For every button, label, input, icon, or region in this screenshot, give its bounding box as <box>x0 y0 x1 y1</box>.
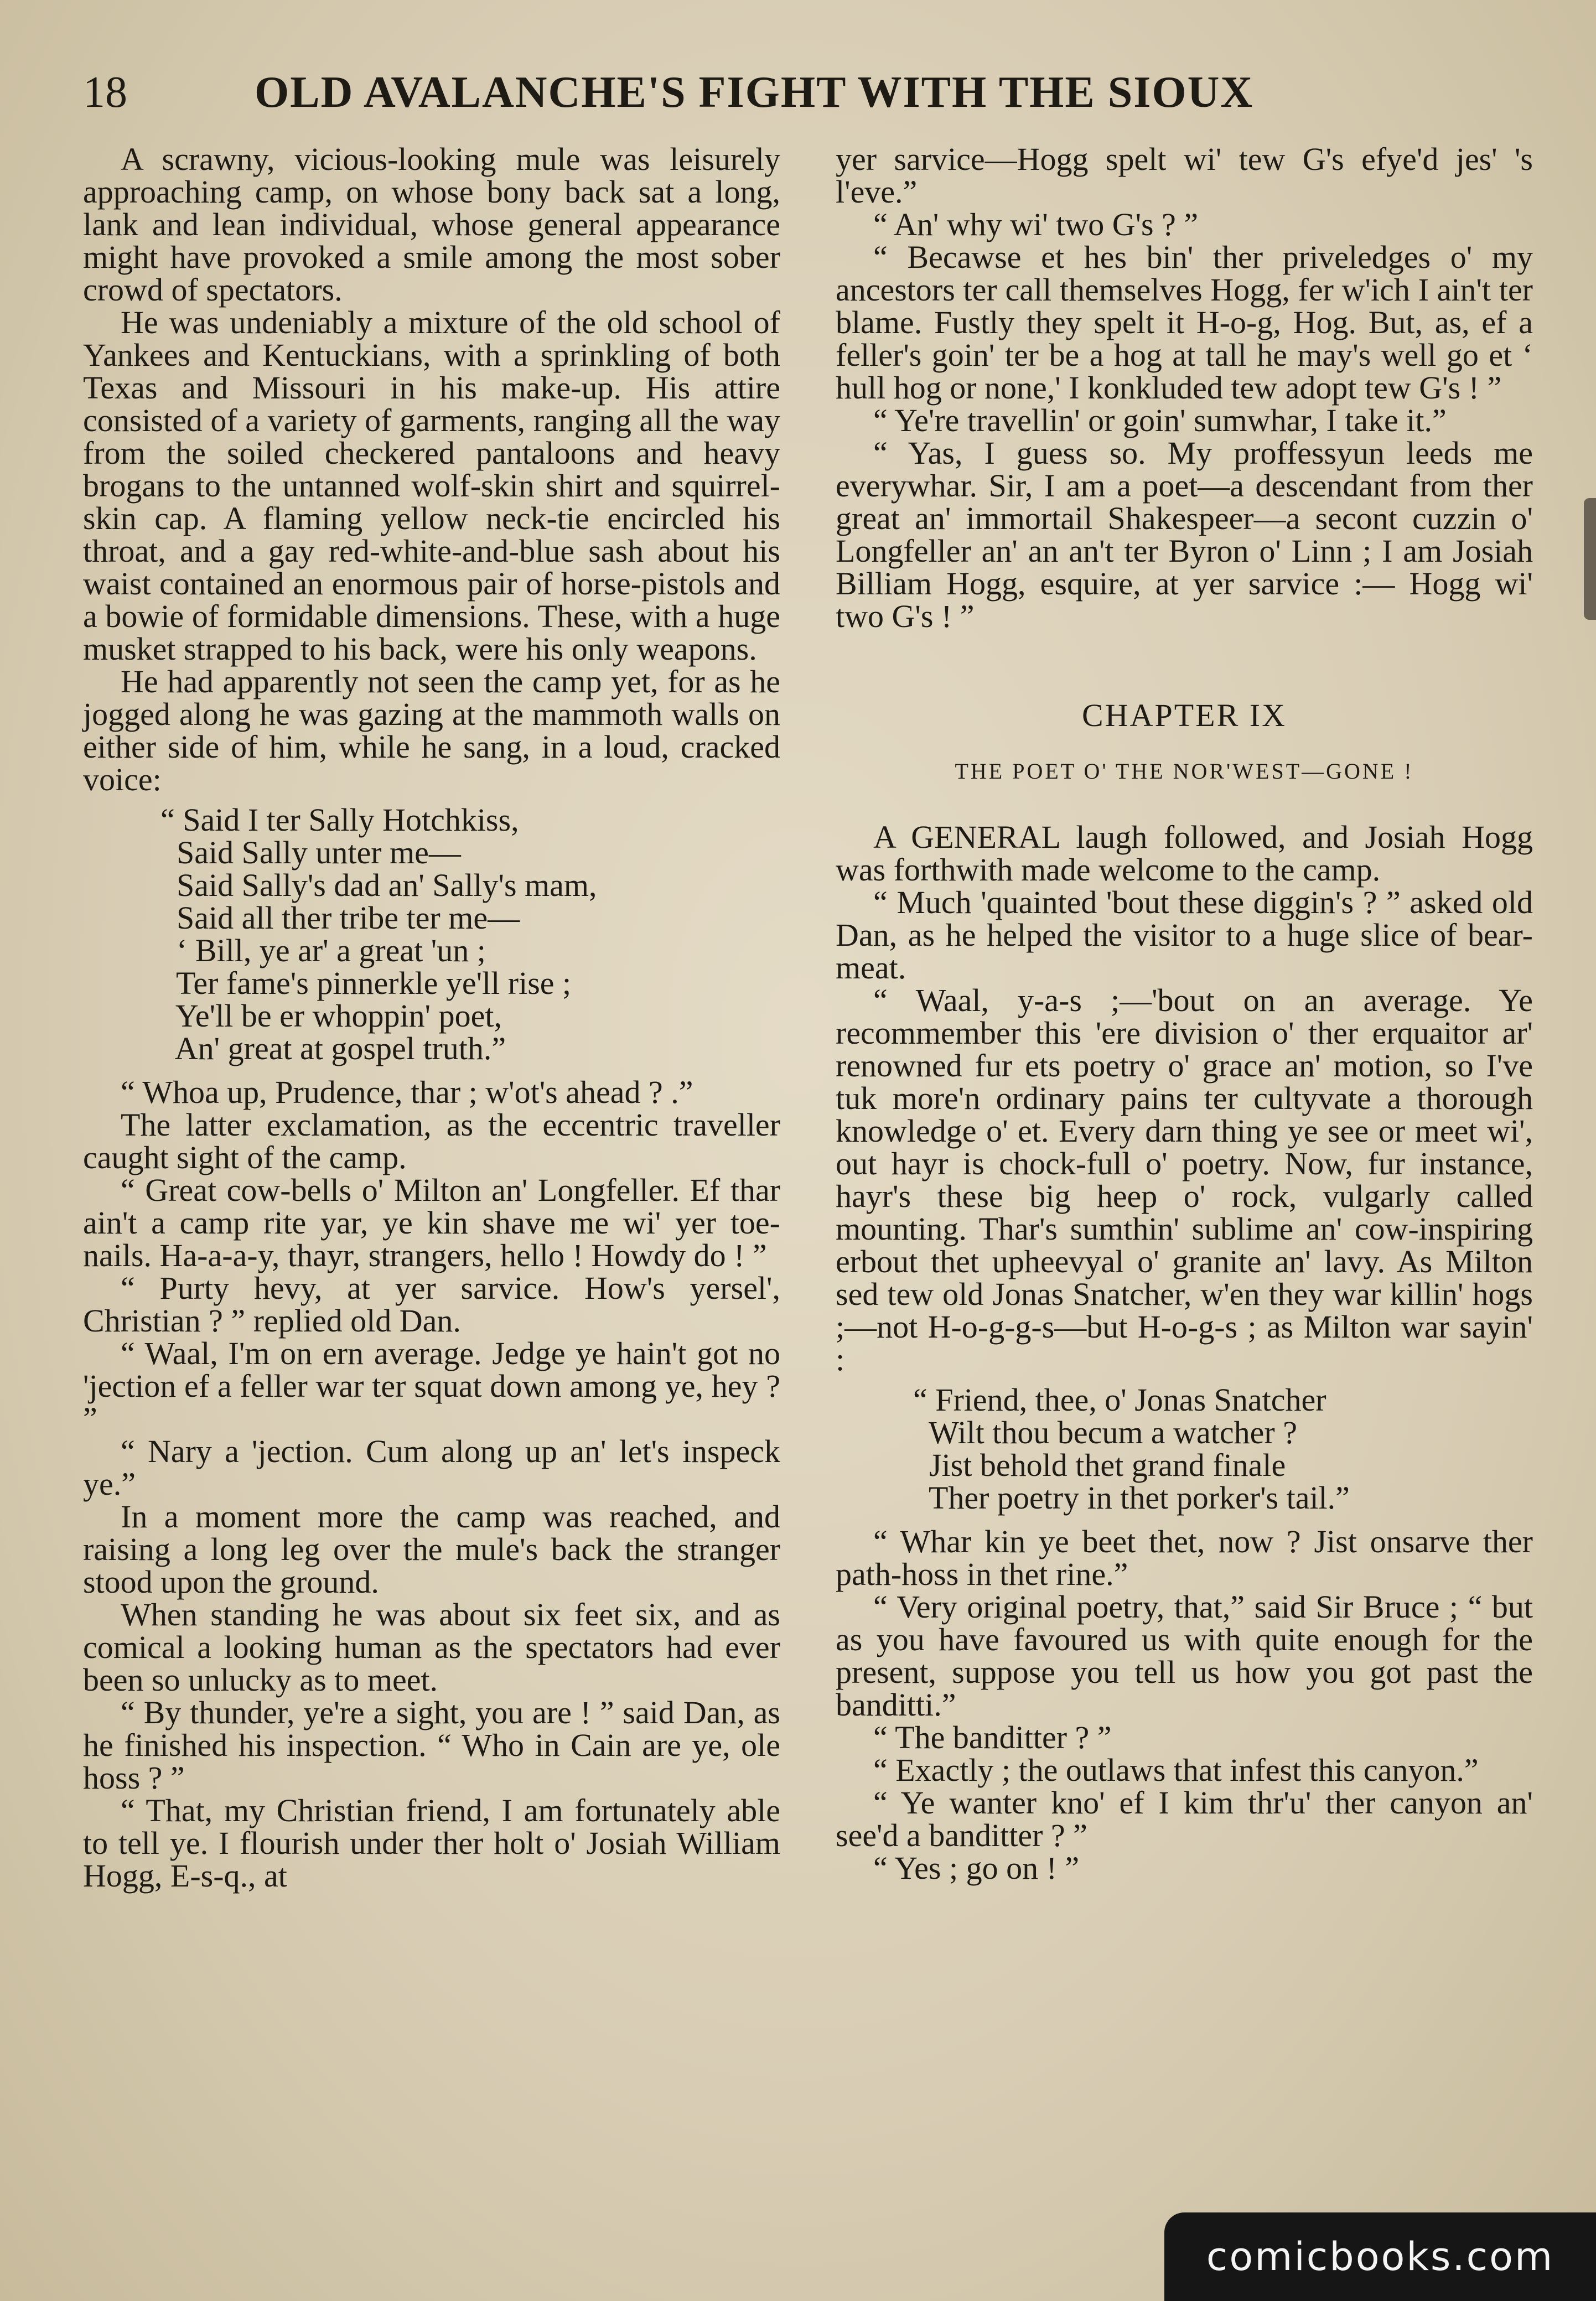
paragraph: yer sarvice—Hogg spelt wi' tew G's efye'd jes' 's l'eve.” <box>836 141 1533 210</box>
paragraph: He had apparently not seen the camp yet, for as he jogged along he was gazing at the mammoth walls on either side of him, while he sang, in a loud, cracked voice: <box>83 664 780 797</box>
paragraph: “ Ye're travellin' or goin' sumwhar, I take it.” <box>873 402 1447 438</box>
song-verse: “ Said I ter Sally Hotchkiss, Said Sally unter me— Said Sally's dad an' Sally's mam, Said all ther tribe ter me— ‘ Bill, ye ar' a great 'un ; Ter fame's pinnerkle ye'll rise ; Ye'll be er whoppin' poet, An' great at gospel truth.” <box>160 802 597 1066</box>
paragraph: “ Much 'quainted 'bout these diggin's ? ” asked old Dan, as he helped the visitor to a huge slice of bear-meat. <box>836 884 1533 986</box>
site-watermark: comicbooks.com <box>1164 2212 1596 2301</box>
poem-verse: “ Friend, thee, o' Jonas Snatcher Wilt thou becum a watcher ? Jist behold thet grand finale Ther poetry in thet porker's tail.” <box>913 1382 1350 1516</box>
paragraph: “ Whoa up, Prudence, thar ; w'ot's ahead ? .” <box>121 1074 693 1110</box>
paragraph: In a moment more the camp was reached, and raising a long leg over the mule's back the stranger stood upon the ground. <box>83 1499 780 1600</box>
paragraph: “ Waal, y-a-s ;—'bout on an average. Ye recommember this 'ere division o' ther erquaitor ar' renowned fur ets poetry o' grace an' motion, so I've tuk more'n ordinary pains ter cultyvate a thorough knowledge o' et. Every darn thing ye see or meet wi', out hayr is chock-full o' poetry. Now, fur instance, hayr's these big heep o' rock, vulgarly called mounting. Thar's sumthin' sublime an' cow-inspiring erbout thet upheevyal o' granite an' lavy. As Milton sed tew old Jonas Snatcher, w'en they war killin' hogs ;—not H-o-g-g-s—but H-o-g-s ; as Milton war sayin' : <box>836 982 1533 1377</box>
paragraph: “ Very original poetry, that,” said Sir Bruce ; “ but as you have favoured us with quite enough for the present, suppose you tell us how you got past the banditti.” <box>836 1589 1533 1723</box>
paragraph: “ An' why wi' two G's ? ” <box>873 206 1199 242</box>
paragraph: “ Purty hevy, at yer sarvice. How's yersel', Christian ? ” replied old Dan. <box>83 1270 780 1339</box>
paragraph: “ Great cow-bells o' Milton an' Longfeller. Ef thar ain't a camp rite yar, ye kin shave me wi' yer toe-nails. Ha-a-a-y, thayr, strangers, hello ! Howdy do ! ” <box>83 1172 780 1273</box>
paragraph: “ Exactly ; the outlaws that infest this canyon.” <box>873 1752 1479 1788</box>
page-number: 18 <box>83 68 127 117</box>
right-column <box>836 143 1533 1884</box>
paragraph: “ That, my Christian friend, I am fortunately able to tell ye. I flourish under ther holt o' Josiah William Hogg, E-s-q., at <box>83 1792 780 1894</box>
chapter-subtitle: THE POET O' THE NOR'WEST—GONE ! <box>955 759 1414 784</box>
chapter-title: CHAPTER IX <box>1082 697 1287 733</box>
paragraph: “ By thunder, ye're a sight, you are ! ” said Dan, as he finished his inspection. “ Who in Cain are ye, ole hoss ? ” <box>83 1694 780 1796</box>
paragraph: “ Whar kin ye beet thet, now ? Jist onsarve ther path-hoss in thet rine.” <box>836 1523 1533 1592</box>
paragraph: “ Nary a 'jection. Cum along up an' let's inspeck ye.” <box>83 1433 780 1502</box>
paragraph: “ Becawse et hes bin' ther priveledges o' my ancestors ter call themselves Hogg, fer w'ich I ain't ter blame. Fustly they spelt it H-o-g, Hog. But, as, ef a feller's goin' ter be a hog at tall he may's well go et ‘ hull hog or none,' I konkluded tew adopt tew G's ! ” <box>836 239 1533 406</box>
paragraph: “ Yes ; go on ! ” <box>873 1850 1080 1886</box>
paragraph: When standing he was about six feet six, and as comical a looking human as the spectators had ever been so unlucky as to meet. <box>83 1597 780 1698</box>
paragraph: “ Yas, I guess so. My proffessyun leeds me everywhar. Sir, I am a poet—a descendant from ther great an' immortail Shakespeer—a secont cuzzin o' Longfeller an' an an't ter Byron o' Linn ; I am Josiah Billiam Hogg, esquire, at yer sarvice :— Hogg wi' two G's ! ” <box>836 435 1533 634</box>
page-edge-shadow <box>1584 498 1596 620</box>
paragraph: “ Ye wanter kno' ef I kim thr'u' ther canyon an' see'd a banditter ? ” <box>836 1785 1533 1853</box>
page-header <box>83 62 1533 123</box>
paragraph: A scrawny, vicious-looking mule was leisurely approaching camp, on whose bony back sat a long, lank and lean individual, whose general appearance might have provoked a smile among the most sober crowd of spectators. <box>83 141 780 308</box>
paragraph: A GENERAL laugh followed, and Josiah Hogg was forthwith made welcome to the camp. <box>836 819 1533 888</box>
running-title: OLD AVALANCHE'S FIGHT WITH THE SIOUX <box>255 68 1254 117</box>
paragraph: He was undeniably a mixture of the old school of Yankees and Kentuckians, with a sprinkling of both Texas and Missouri in his make-up. His attire consisted of a variety of garments, ranging all the way from the soiled checkered pantaloons and heavy brogans to the untanned wolf-skin shirt and squirrel-skin cap. A flaming yellow neck-tie encircled his throat, and a gay red-white-and-blue sash about his waist contained an enormous pair of horse-pistols and a bowie of formidable dimensions. These, with a huge musket strapped to his back, were his only weapons. <box>83 304 780 667</box>
paragraph: “ The banditter ? ” <box>873 1719 1112 1755</box>
paragraph: “ Waal, I'm on ern average. Jedge ye hain't got no 'jection ef a feller war ter squat down among ye, hey ? ” <box>83 1335 780 1437</box>
left-column <box>83 143 780 1892</box>
paragraph: The latter exclamation, as the eccentric traveller caught sight of the camp. <box>83 1107 780 1175</box>
